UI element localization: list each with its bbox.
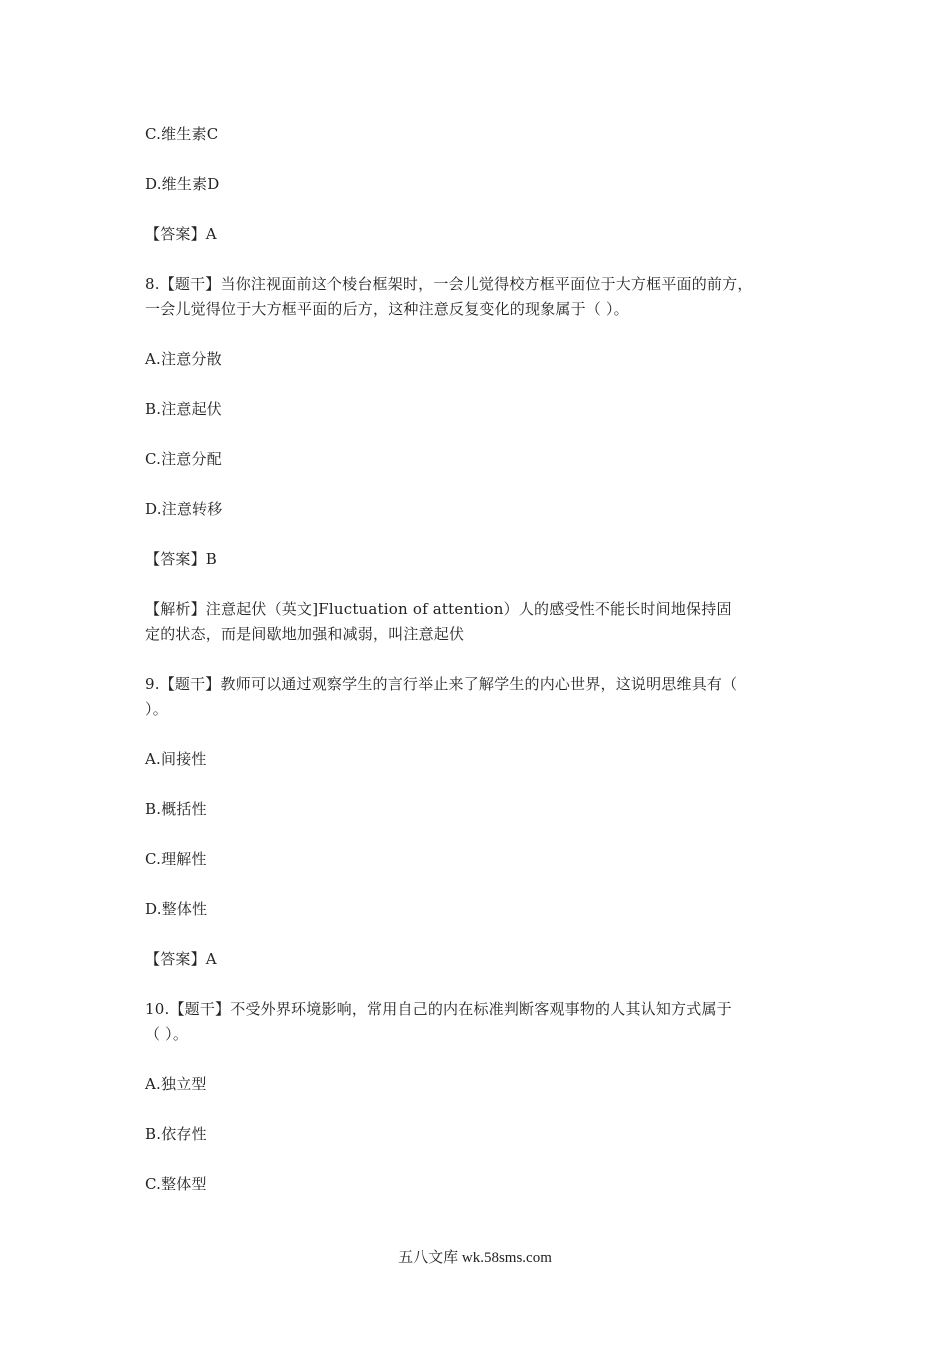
q8-option-b: B.注意起伏	[145, 400, 222, 418]
q9-option-a: A.间接性	[145, 750, 207, 768]
q8-analysis-line-1: 【解析】注意起伏（英文]Fluctuation of attention）人的感受性不能长时间地保持固	[145, 600, 732, 618]
q8-stem-line-2: 一会儿觉得位于大方框平面的后方，这种注意反复变化的现象属于（ ）。	[145, 300, 629, 318]
q9-stem-line-2: ）。	[145, 700, 168, 718]
page-footer: 五八文库 wk.58sms.com	[398, 1250, 552, 1266]
q8-option-d: D.注意转移	[145, 500, 223, 518]
q8-stem-line-1: 8.【题干】当你注视面前这个棱台框架时，一会儿觉得校方框平面位于大方框平面的前方，	[145, 275, 753, 293]
q9-answer: 【答案】A	[145, 950, 217, 968]
q7-option-d: D.维生素D	[145, 175, 220, 193]
q9-option-c: C.理解性	[145, 850, 207, 868]
q10-option-a: A.独立型	[145, 1075, 207, 1093]
q10-stem-line-2: （ ）。	[145, 1025, 189, 1043]
q8-analysis-line-2: 定的状态，而是间歇地加强和减弱，叫注意起伏	[145, 625, 465, 643]
q9-option-d: D.整体性	[145, 900, 208, 918]
q7-option-c: C.维生素C	[145, 125, 219, 143]
q8-answer: 【答案】B	[145, 550, 218, 568]
q7-answer: 【答案】A	[145, 225, 217, 243]
q10-option-b: B.依存性	[145, 1125, 207, 1143]
q8-option-c: C.注意分配	[145, 450, 222, 468]
q10-stem-line-1: 10.【题干】不受外界环境影响，常用自己的内在标准判断客观事物的人其认知方式属于	[145, 1000, 732, 1018]
q8-option-a: A.注意分散	[145, 350, 222, 368]
q9-stem-line-1: 9.【题干】教师可以通过观察学生的言行举止来了解学生的内心世界，这说明思维具有（	[145, 675, 738, 693]
q10-option-c: C.整体型	[145, 1175, 207, 1193]
q9-option-b: B.概括性	[145, 800, 207, 818]
